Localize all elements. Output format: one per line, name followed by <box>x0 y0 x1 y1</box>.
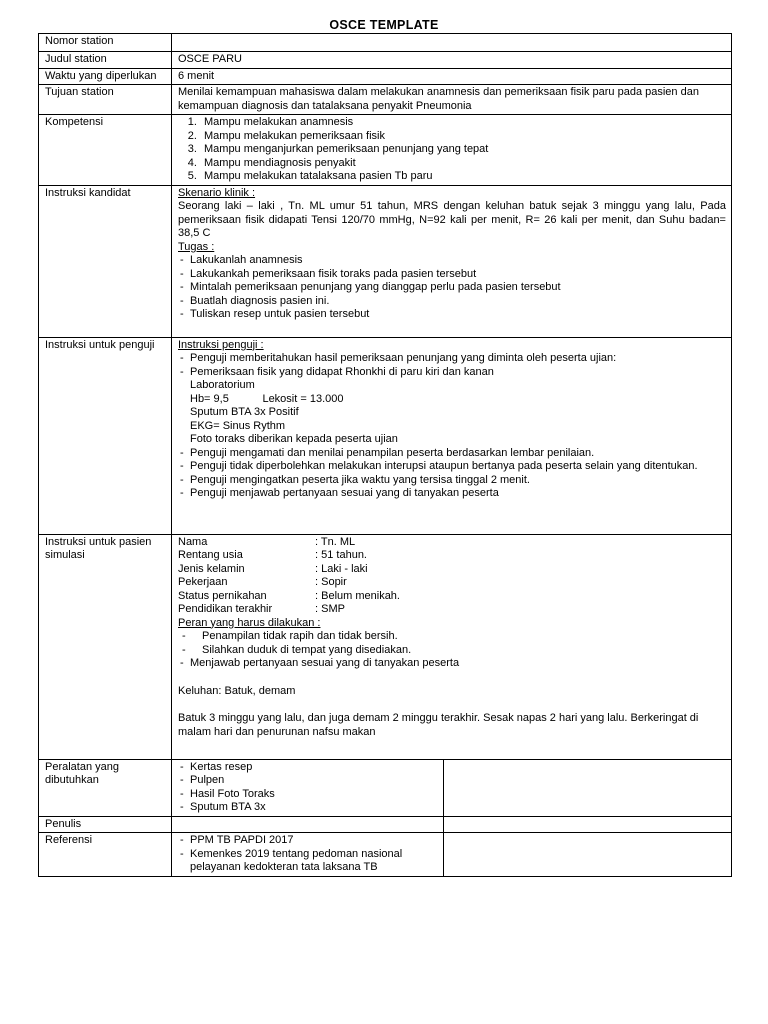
value-instruksi-kandidat <box>172 185 732 337</box>
pasien-field-status <box>178 590 726 604</box>
osce-table <box>38 33 732 877</box>
skenario-text: Seorang laki – laki , Tn. ML umur 51 tahun, MRS dengan keluhan batuk sejak 3 minggu yang lalu, Pada pemeriksaan fisik didapati Tensi 120/70 mmHg, N=92 kali per menit, R= 26 kali per menit, dan Suhu badan= 38,5 C <box>178 200 726 239</box>
list-item: 1. Mampu melakukan anamnesis <box>200 116 726 130</box>
peran-list-continued <box>178 657 726 671</box>
label-instruksi-penguji: Instruksi untuk penguji <box>39 337 172 534</box>
field-value: : Tn. ML <box>315 535 356 548</box>
lab-values: Hb= 9,5 Lekosit = 13.000 <box>190 392 344 405</box>
value-nomor-station <box>172 34 732 52</box>
label-referensi: Referensi <box>39 833 172 877</box>
pasien-field-kelamin <box>178 563 726 577</box>
sputum-result: Sputum BTA 3x Positif <box>190 406 299 418</box>
field-value: : 51 tahun. <box>315 549 367 561</box>
row-tujuan-station <box>39 85 732 115</box>
label-peralatan: Peralatan yang dibutuhkan <box>39 759 172 816</box>
referensi-list <box>178 834 438 875</box>
tugas-heading: Tugas : <box>178 240 215 253</box>
list-item: 2. Mampu melakukan pemeriksaan fisik <box>200 130 726 144</box>
peralatan-list <box>178 761 438 815</box>
peran-list <box>178 630 726 657</box>
page-title: OSCE TEMPLATE <box>329 18 439 32</box>
list-item: - Penguji tidak diperbolehkan melakukan interupsi ataupun bertanya pada peserta selain yang ditentukan. <box>178 460 726 474</box>
pasien-field-pekerjaan <box>178 576 726 590</box>
list-item: - Menjawab pertanyaan sesuai yang di tanyakan peserta <box>178 657 726 671</box>
field-key: Status pernikahan <box>178 589 267 602</box>
penguji-heading: Instruksi penguji : <box>178 338 264 351</box>
list-item: - Hasil Foto Toraks <box>178 788 438 802</box>
field-key: Pendidikan terakhir <box>178 603 273 615</box>
value-tujuan-station: Menilai kemampuan mahasiswa dalam melakukan anamnesis dan pemeriksaan fisik paru pada pasien dan kemampuan diagnosis dan tatalaksana penyakit Pneumonia <box>172 85 732 115</box>
foto-toraks-note: Foto toraks diberikan kepada peserta ujian <box>190 433 398 445</box>
list-item: - Silahkan duduk di tempat yang disediakan. <box>178 644 726 658</box>
value-penulis <box>172 816 444 833</box>
label-penulis: Penulis <box>39 816 172 833</box>
keluhan-text: Keluhan: Batuk, demam <box>178 684 296 697</box>
list-item: - Kemenkes 2019 tentang pedoman nasional pelayanan kedokteran tata laksana TB <box>178 848 438 875</box>
list-item: 4. Mampu mendiagnosis penyakit <box>200 157 726 171</box>
list-item: - Penguji mengingatkan peserta jika waktu yang tersisa tinggal 2 menit. <box>178 474 726 488</box>
list-item: - Buatlah diagnosis pasien ini. <box>178 295 726 309</box>
label-waktu: Waktu yang diperlukan <box>39 68 172 85</box>
row-waktu <box>39 68 732 85</box>
list-item: - Mintalah pemeriksaan penunjang yang dianggap perlu pada pasien tersebut <box>178 281 726 295</box>
label-instruksi-kandidat: Instruksi kandidat <box>39 185 172 337</box>
value-instruksi-penguji <box>172 337 732 534</box>
list-item: - Penguji memberitahukan hasil pemeriksaan penunjang yang diminta oleh peserta ujian: <box>178 352 726 366</box>
list-item: - PPM TB PAPDI 2017 <box>178 834 438 848</box>
row-referensi <box>39 833 732 877</box>
penguji-list-continued <box>178 447 726 501</box>
field-value: : SMP <box>315 603 345 615</box>
field-key: Nama <box>178 535 208 548</box>
list-item: - Lakukankah pemeriksaan fisik toraks pada pasien tersebut <box>178 268 726 282</box>
field-value: : Laki - laki <box>315 562 368 575</box>
label-instruksi-pasien: Instruksi untuk pasien simulasi <box>39 534 172 759</box>
row-kompetensi <box>39 115 732 186</box>
riwayat-text: Batuk 3 minggu yang lalu, dan juga demam 2 minggu terakhir. Sesak napas 2 hari yang lalu. Berkeringat di malam hari dan penurunan nafsu makan <box>178 712 699 738</box>
list-item: - Penguji menjawab pertanyaan sesuai yang di tanyakan peserta <box>178 487 726 501</box>
ekg-result: EKG= Sinus Rythm <box>190 419 286 432</box>
field-key: Jenis kelamin <box>178 562 245 575</box>
row-instruksi-penguji <box>39 337 732 534</box>
value-referensi <box>172 833 444 877</box>
row-instruksi-kandidat <box>39 185 732 337</box>
value-waktu: 6 menit <box>172 68 732 85</box>
list-item: - Pemeriksaan fisik yang didapat Rhonkhi di paru kiri dan kanan <box>178 366 726 380</box>
penguji-list <box>178 352 726 379</box>
skenario-heading: Skenario klinik : <box>178 186 256 199</box>
pasien-field-nama <box>178 536 726 550</box>
value-kompetensi <box>172 115 732 186</box>
value-peralatan <box>172 759 444 816</box>
lab-heading: Laboratorium <box>190 379 255 391</box>
value-peralatan-extra <box>444 759 732 816</box>
list-item: - Kertas resep <box>178 761 438 775</box>
peran-heading: Peran yang harus dilakukan : <box>178 616 321 629</box>
tugas-list <box>178 254 726 322</box>
value-penulis-extra <box>444 816 732 833</box>
label-nomor-station: Nomor station <box>39 34 172 52</box>
list-item: 3. Mampu menganjurkan pemeriksaan penunjang yang tepat <box>200 143 726 157</box>
list-item: 5. Mampu melakukan tatalaksana pasien Tb paru <box>200 170 726 184</box>
field-value: : Belum menikah. <box>315 589 400 602</box>
pasien-field-pendidikan <box>178 603 726 617</box>
list-item: - Penampilan tidak rapih dan tidak bersih. <box>178 630 726 644</box>
label-tujuan-station: Tujuan station <box>39 85 172 115</box>
list-item: - Tuliskan resep untuk pasien tersebut <box>178 308 726 322</box>
pasien-field-usia <box>178 549 726 563</box>
row-peralatan <box>39 759 732 816</box>
list-item: - Lakukanlah anamnesis <box>178 254 726 268</box>
row-penulis <box>39 816 732 833</box>
field-value: : Sopir <box>315 576 347 588</box>
row-instruksi-pasien <box>39 534 732 759</box>
value-referensi-extra <box>444 833 732 877</box>
kompetensi-list <box>178 116 726 184</box>
row-nomor-station <box>39 34 732 52</box>
field-key: Pekerjaan <box>178 576 228 588</box>
list-item: - Penguji mengamati dan menilai penampilan peserta berdasarkan lembar penilaian. <box>178 447 726 461</box>
label-judul-station: Judul station <box>39 52 172 69</box>
label-kompetensi: Kompetensi <box>39 115 172 186</box>
value-judul-station: OSCE PARU <box>172 52 732 69</box>
row-judul-station <box>39 52 732 69</box>
list-item: - Pulpen <box>178 774 438 788</box>
field-key: Rentang usia <box>178 549 243 561</box>
list-item: - Sputum BTA 3x <box>178 801 438 815</box>
value-instruksi-pasien <box>172 534 732 759</box>
